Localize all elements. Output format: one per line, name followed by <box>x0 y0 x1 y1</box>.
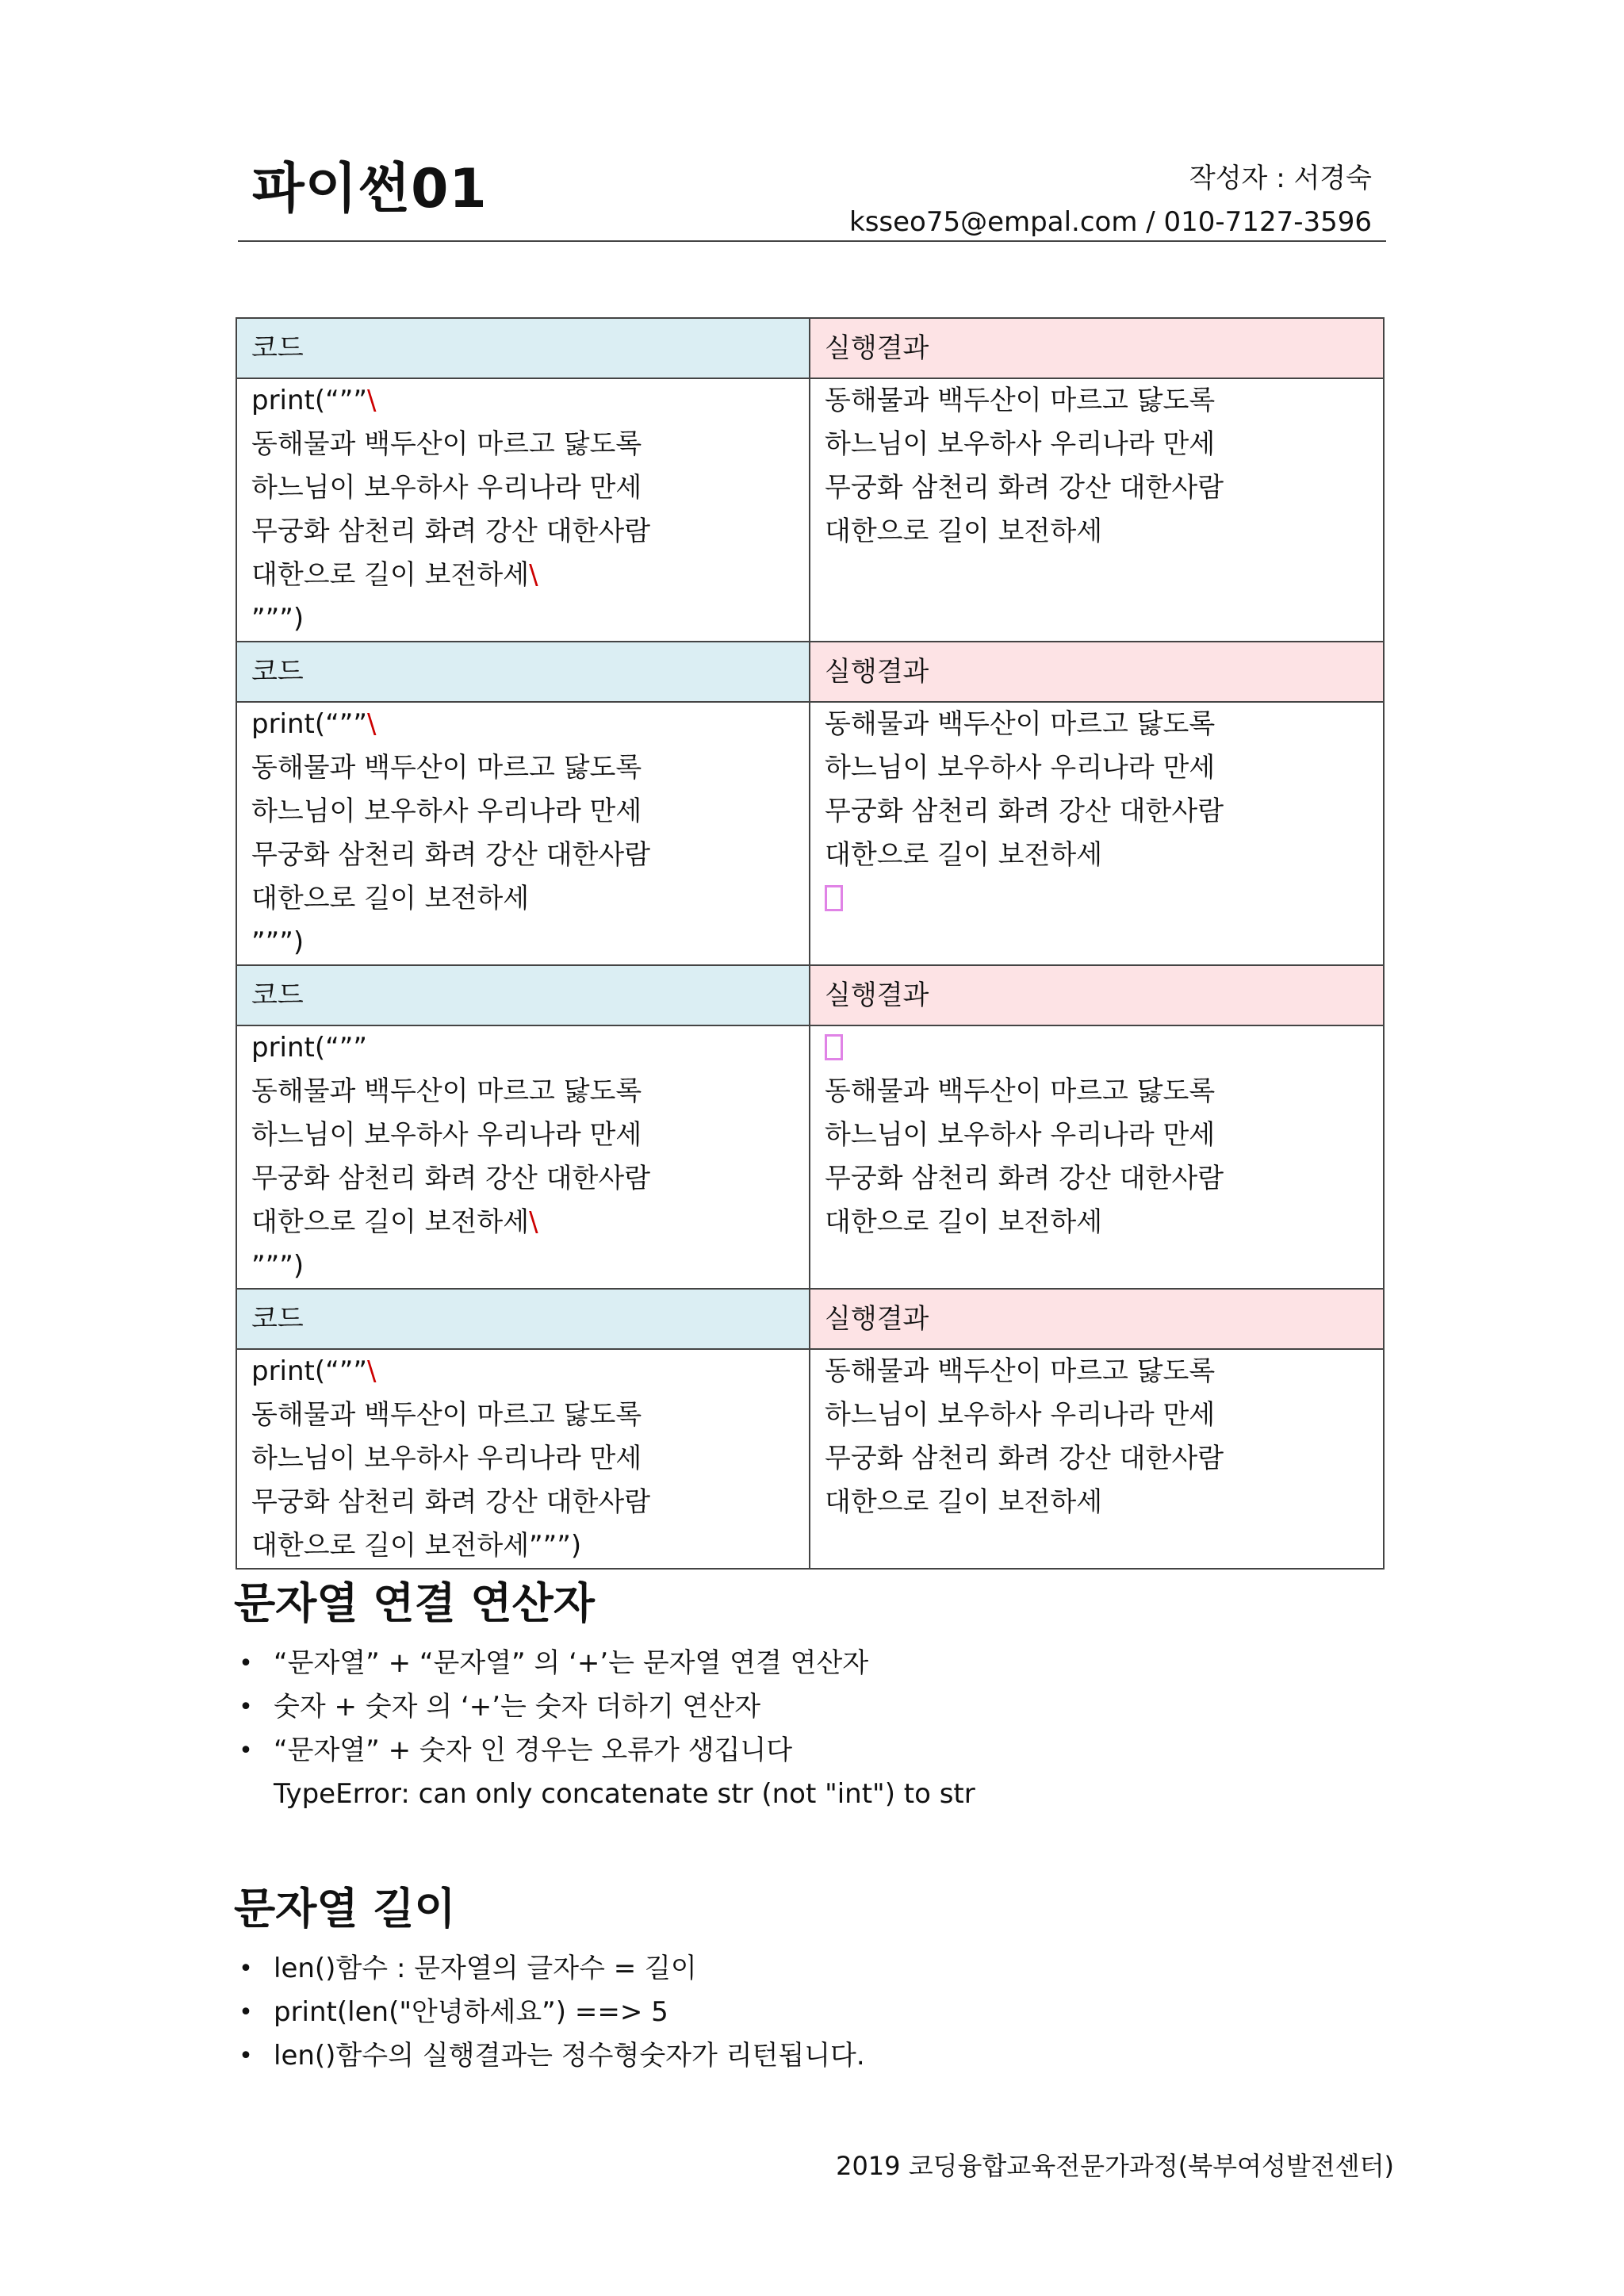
author: 작성자 : 서경숙 <box>1189 163 1372 194</box>
result-cell: 동해물과 백두산이 마르고 닳도록 하느님이 보우하사 우리나라 만세 무궁화 삼천리 화려 강산 대한사람 대한으로 길이 보전하세 <box>810 1025 1384 1289</box>
code-header: 코드 <box>236 318 810 378</box>
table-row <box>236 378 1384 642</box>
section-title-concat: 문자열 연결 연산자 <box>234 1578 595 1628</box>
result-header: 실행결과 <box>810 965 1384 1025</box>
result-header: 실행결과 <box>810 1289 1384 1349</box>
table-header-row <box>236 965 1384 1025</box>
list-item: • print(len("안녕하세요”) ==> 5 <box>239 1996 668 2028</box>
length-bullet-list <box>234 1947 865 2078</box>
list-item: • “문자열” + “문자열” 의 ‘+’는 문자열 연결 연산자 <box>239 1647 869 1679</box>
newline-box-icon <box>825 1034 843 1060</box>
list-item: • len()함수 : 문자열의 글자수 = 길이 <box>239 1953 697 1984</box>
result-cell: 동해물과 백두산이 마르고 닳도록 하느님이 보우하사 우리나라 만세 무궁화 삼천리 화려 강산 대한사람 대한으로 길이 보전하세 <box>810 1349 1384 1569</box>
code-header: 코드 <box>236 1289 810 1349</box>
result-cell: 동해물과 백두산이 마르고 닳도록 하느님이 보우하사 우리나라 만세 무궁화 삼천리 화려 강산 대한사람 대한으로 길이 보전하세 <box>810 702 1384 965</box>
page-title: 파이썬01 <box>252 158 488 220</box>
code-cell: print(“””\ 동해물과 백두산이 마르고 닳도록 하느님이 보우하사 우리나라 만세 무궁화 삼천리 화려 강산 대한사람 대한으로 길이 보전하세\ ”””) <box>236 378 810 642</box>
footer: 2019 코딩융합교육전문가과정(북부여성발전센터) <box>836 2151 1394 2181</box>
contact-info: ksseo75@empal.com / 010-7127-3596 <box>849 206 1372 238</box>
table-header-row <box>236 318 1384 378</box>
list-item: • len()함수의 실행결과는 정수형숫자가 리턴됩니다. <box>239 2040 865 2072</box>
result-header: 실행결과 <box>810 318 1384 378</box>
code-header: 코드 <box>236 965 810 1025</box>
code-cell: print(“””\ 동해물과 백두산이 마르고 닳도록 하느님이 보우하사 우리나라 만세 무궁화 삼천리 화려 강산 대한사람 대한으로 길이 보전하세 ”””) <box>236 702 810 965</box>
code-header: 코드 <box>236 642 810 702</box>
code-cell: print(“””\ 동해물과 백두산이 마르고 닳도록 하느님이 보우하사 우리나라 만세 무궁화 삼천리 화려 강산 대한사람 대한으로 길이 보전하세”””) <box>236 1349 810 1569</box>
result-header: 실행결과 <box>810 642 1384 702</box>
table-header-row <box>236 1289 1384 1349</box>
concat-bullet-list <box>234 1642 975 1816</box>
table-header-row <box>236 642 1384 702</box>
code-cell: print(“”” 동해물과 백두산이 마르고 닳도록 하느님이 보우하사 우리나라 만세 무궁화 삼천리 화려 강산 대한사람 대한으로 길이 보전하세\ ”””) <box>236 1025 810 1289</box>
code-result-table <box>236 317 1385 1570</box>
newline-box-icon <box>825 885 843 911</box>
section-title-length: 문자열 길이 <box>234 1884 456 1934</box>
header-divider <box>238 240 1386 242</box>
list-item: • “문자열” + 숫자 인 경우는 오류가 생깁니다 <box>239 1734 793 1766</box>
list-item: • 숫자 + 숫자 의 ‘+’는 숫자 더하기 연산자 <box>239 1691 761 1723</box>
error-message: TypeError: can only concatenate str (not "int") to str <box>274 1778 975 1810</box>
table-row <box>236 1025 1384 1289</box>
result-cell: 동해물과 백두산이 마르고 닳도록 하느님이 보우하사 우리나라 만세 무궁화 삼천리 화려 강산 대한사람 대한으로 길이 보전하세 <box>810 378 1384 642</box>
table-row <box>236 702 1384 965</box>
table-row <box>236 1349 1384 1569</box>
